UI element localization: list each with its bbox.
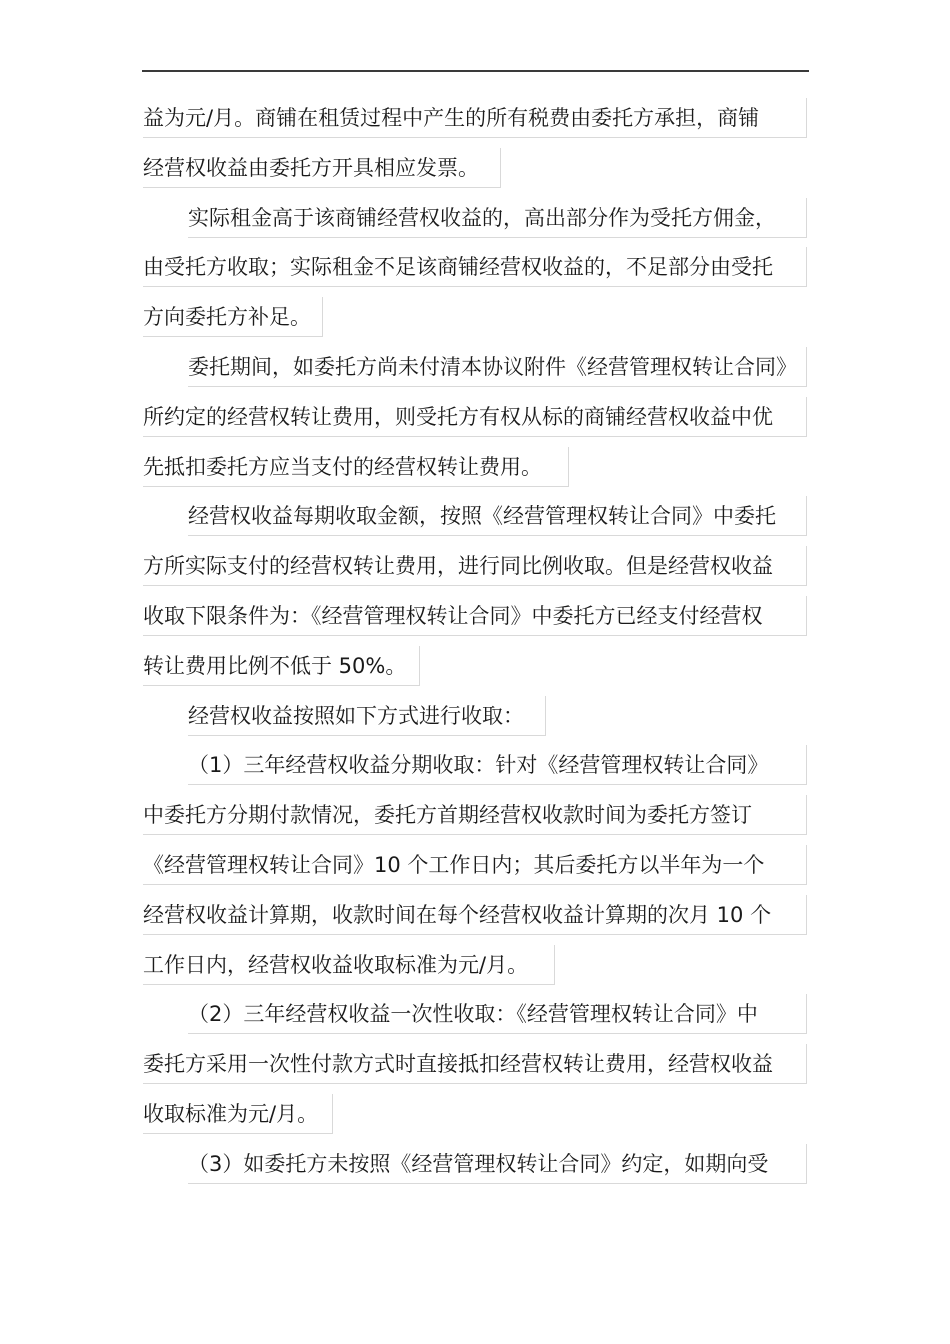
text-line: 转让费用比例不低于 50%。: [143, 646, 420, 686]
text-line: （3）如委托方未按照《经营管理权转让合同》约定，如期向受: [188, 1144, 807, 1184]
text-line: 《经营管理权转让合同》10 个工作日内；其后委托方以半年为一个: [143, 845, 807, 885]
text-line: （2）三年经营权收益一次性收取：《经营管理权转让合同》中: [188, 994, 807, 1034]
text-line: 方所实际支付的经营权转让费用，进行同比例收取。但是经营权收益: [143, 546, 807, 586]
text-line: 收取下限条件为：《经营管理权转让合同》中委托方已经支付经营权: [143, 596, 807, 636]
text-line: 由受托方收取；实际租金不足该商铺经营权收益的，不足部分由受托: [143, 247, 807, 287]
text-line: 先抵扣委托方应当支付的经营权转让费用。: [143, 447, 569, 487]
text-line: （1）三年经营权收益分期收取：针对《经营管理权转让合同》: [188, 745, 807, 785]
text-line: 所约定的经营权转让费用，则受托方有权从标的商铺经营权收益中优: [143, 397, 807, 437]
text-line: 委托期间，如委托方尚未付清本协议附件《经营管理权转让合同》: [188, 347, 807, 387]
text-line: 经营权收益每期收取金额，按照《经营管理权转让合同》中委托: [188, 496, 807, 536]
text-line: 收取标准为元/月。: [143, 1094, 333, 1134]
text-line: 益为元/月。商铺在租赁过程中产生的所有税费由委托方承担，商铺: [143, 98, 807, 138]
page-header-rule: [142, 70, 809, 72]
text-line: 经营权收益由委托方开具相应发票。: [143, 148, 501, 188]
text-line: 委托方采用一次性付款方式时直接抵扣经营权转让费用，经营权收益: [143, 1044, 807, 1084]
text-line: 工作日内，经营权收益收取标准为元/月。: [143, 945, 555, 985]
text-line: 经营权收益按照如下方式进行收取：: [188, 696, 546, 736]
text-line: 中委托方分期付款情况，委托方首期经营权收款时间为委托方签订: [143, 795, 807, 835]
text-line: 经营权收益计算期，收款时间在每个经营权收益计算期的次月 10 个: [143, 895, 807, 935]
text-line: 方向委托方补足。: [143, 297, 323, 337]
text-line: 实际租金高于该商铺经营权收益的，高出部分作为受托方佣金，: [188, 198, 807, 238]
